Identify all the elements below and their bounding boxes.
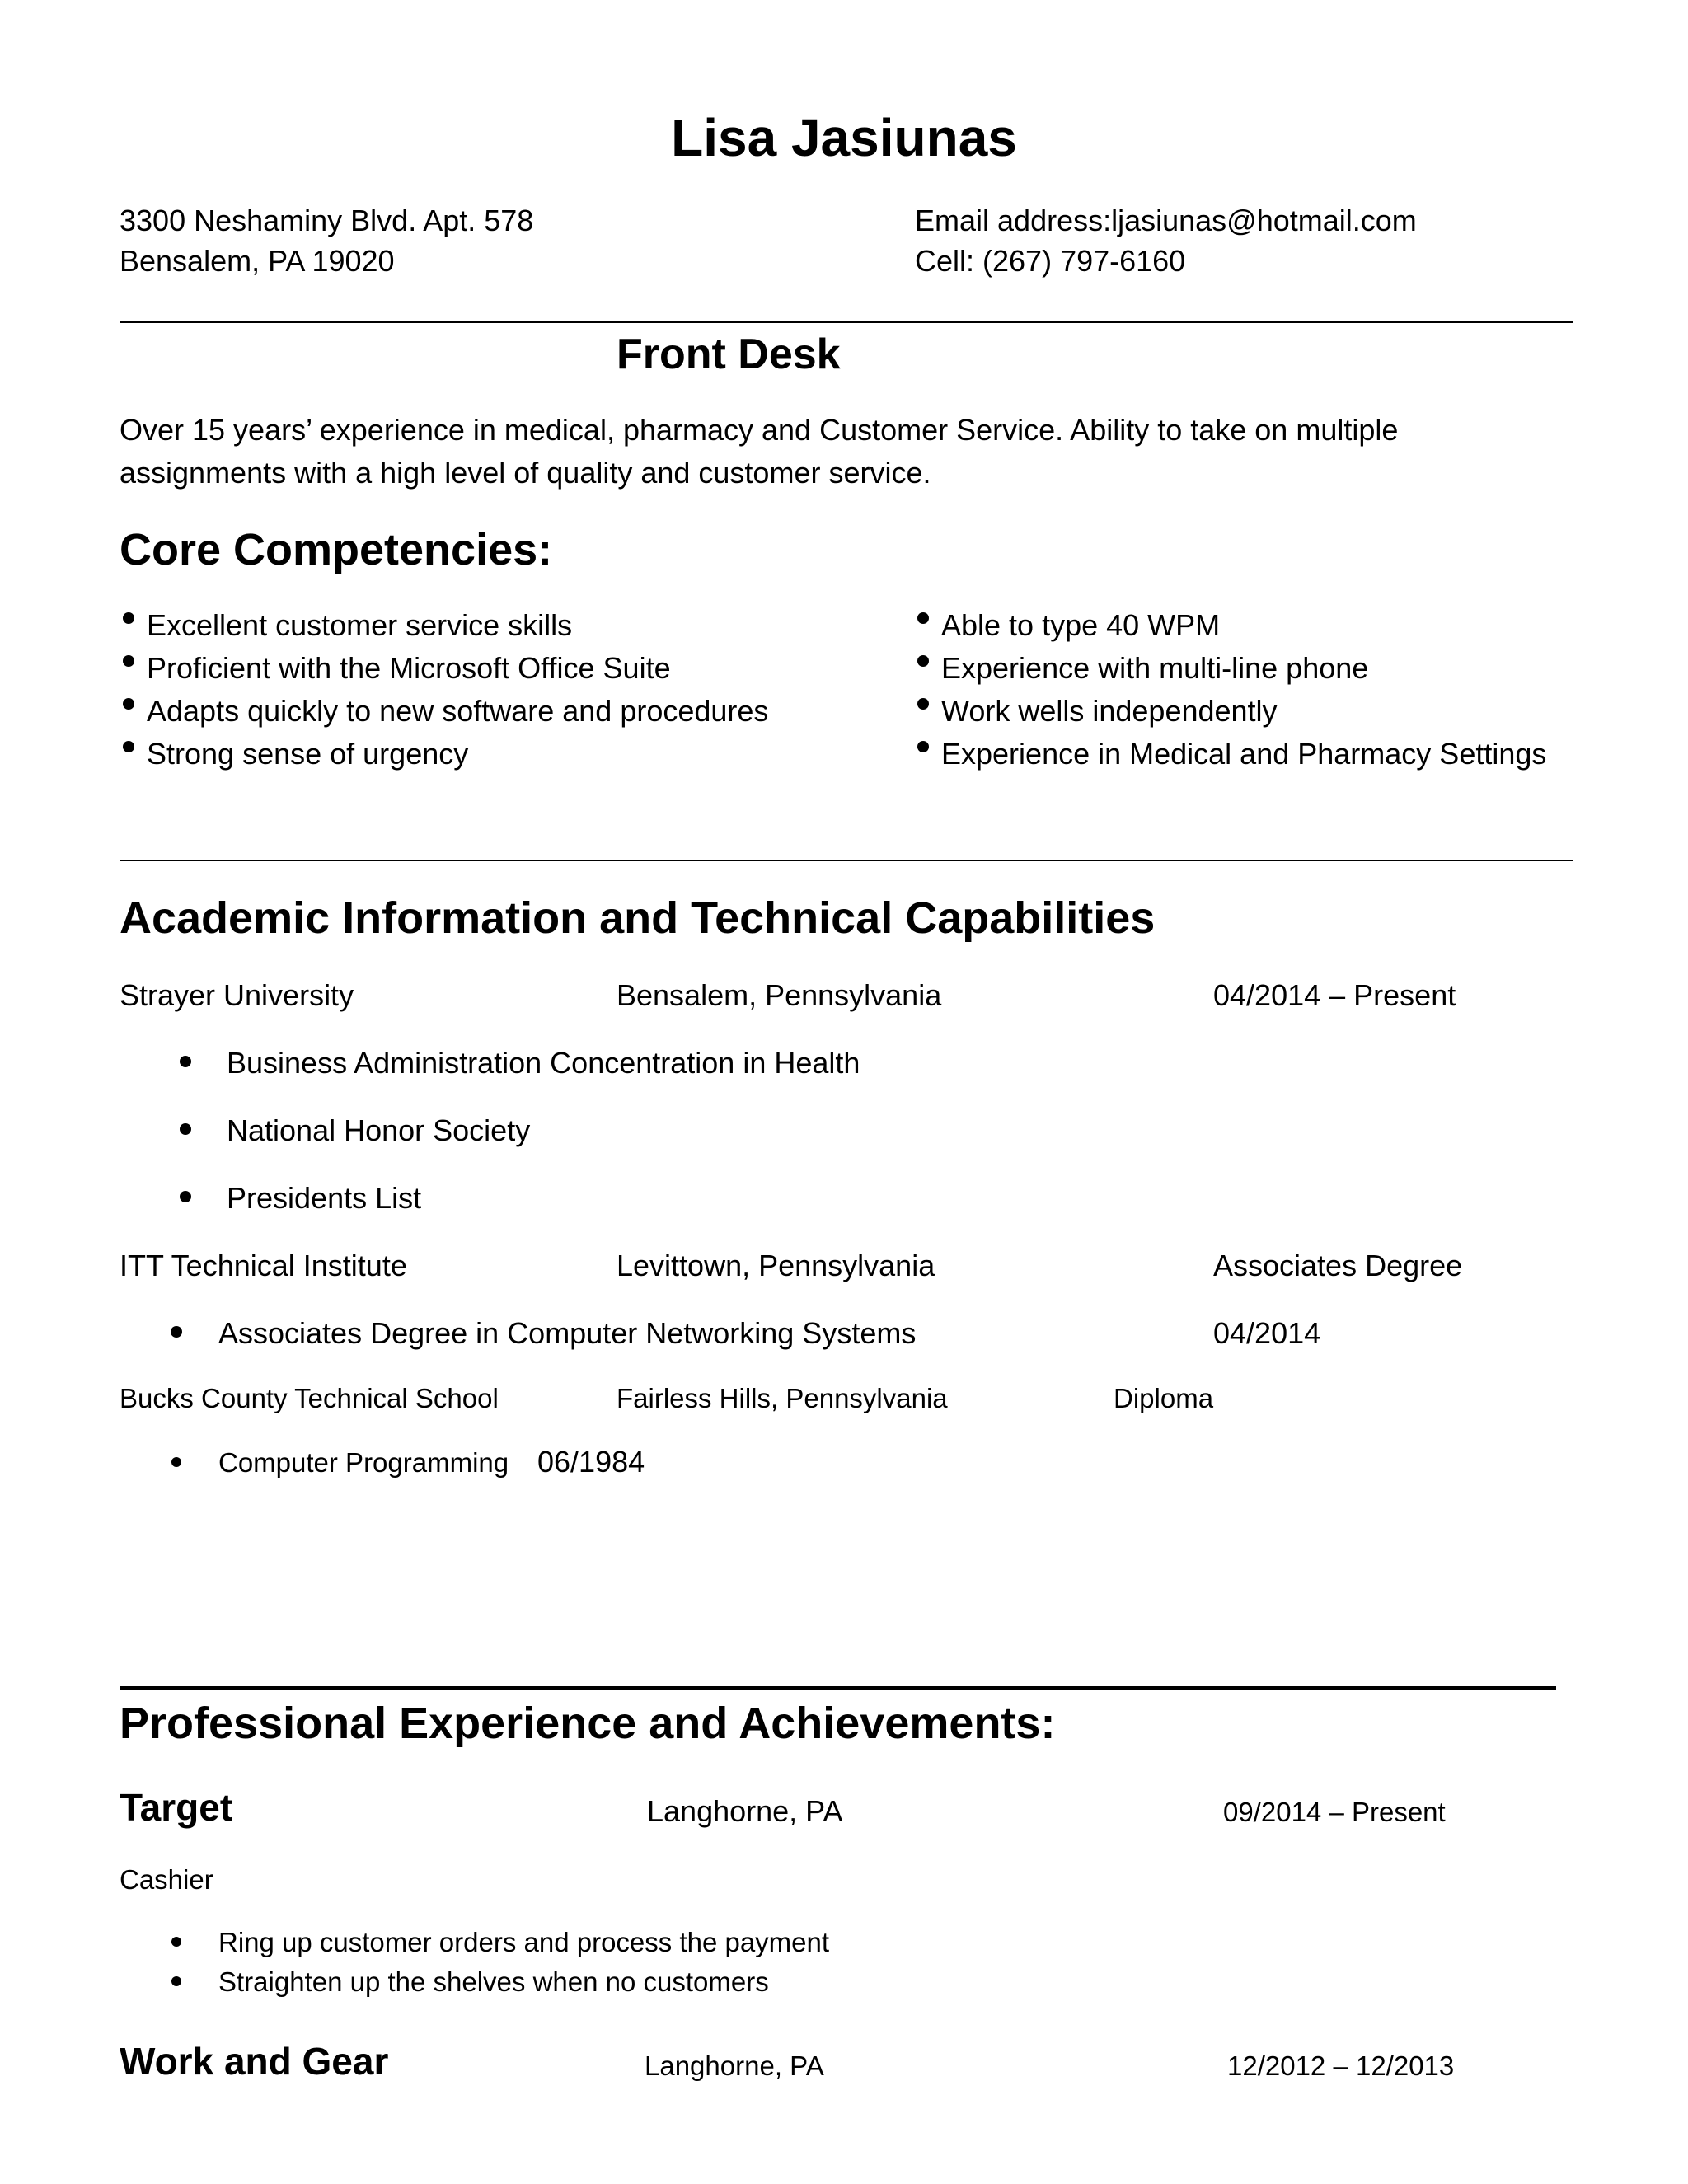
job-duty: Ring up customer orders and process the payment	[218, 1927, 830, 1957]
school-date: Diploma	[1114, 1383, 1214, 1413]
bullet-icon	[180, 1123, 191, 1135]
school-name: ITT Technical Institute	[120, 1249, 407, 1282]
summary-line-1: Over 15 years’ experience in medical, pharmacy and Customer Service. Ability to take on multiple	[120, 413, 1399, 447]
school-item: Computer Programming	[218, 1447, 509, 1478]
bullet-icon	[123, 612, 134, 624]
objective-title: Front Desk	[617, 330, 841, 378]
address-line-2: Bensalem, PA 19020	[120, 244, 395, 278]
job-location: Langhorne, PA	[645, 2050, 824, 2081]
school-date: Associates Degree	[1213, 1249, 1463, 1282]
competency-item: Adapts quickly to new software and procedures	[147, 694, 769, 728]
school-location: Bensalem, Pennsylvania	[617, 978, 942, 1012]
school-location: Fairless Hills, Pennsylvania	[617, 1383, 948, 1413]
candidate-name: Lisa Jasiunas	[671, 108, 1017, 167]
bullet-icon	[171, 1976, 181, 1986]
bullet-icon	[917, 612, 929, 624]
school-item: Presidents List	[227, 1181, 422, 1215]
school-date: 04/2014 – Present	[1213, 978, 1456, 1012]
competency-item: Excellent customer service skills	[147, 608, 573, 642]
bullet-icon	[123, 741, 134, 752]
bullet-icon	[917, 698, 929, 710]
divider-top	[120, 321, 1573, 323]
school-item: National Honor Society	[227, 1113, 531, 1147]
school-item: Business Administration Concentration in Health	[227, 1046, 860, 1080]
competency-item: Experience in Medical and Pharmacy Settings	[941, 737, 1547, 771]
school-name: Bucks County Technical School	[120, 1383, 499, 1413]
email-address: Email address:ljasiunas@hotmail.com	[915, 204, 1417, 237]
bullet-icon	[917, 655, 929, 667]
competency-item: Experience with multi-line phone	[941, 651, 1369, 685]
job-location: Langhorne, PA	[647, 1794, 843, 1828]
job-company: Target	[120, 1786, 233, 1829]
job-role: Cashier	[120, 1864, 213, 1895]
summary-line-2: assignments with a high level of quality and customer service.	[120, 456, 931, 490]
school-item-date: 04/2014	[1213, 1316, 1321, 1350]
address-line-1: 3300 Neshaminy Blvd. Apt. 578	[120, 204, 534, 237]
cell-phone: Cell: (267) 797-6160	[915, 244, 1186, 278]
bullet-icon	[123, 698, 134, 710]
school-item-date: 06/1984	[537, 1445, 645, 1479]
competencies-heading: Core Competencies:	[120, 525, 553, 574]
divider-middle	[120, 860, 1573, 861]
divider-bottom	[120, 1686, 1556, 1690]
competency-item: Strong sense of urgency	[147, 737, 469, 771]
school-item: Associates Degree in Computer Networking Systems	[218, 1316, 917, 1350]
job-company: Work and Gear	[120, 2040, 389, 2083]
bullet-icon	[171, 1326, 182, 1338]
competency-item: Proficient with the Microsoft Office Suite	[147, 651, 671, 685]
job-dates: 12/2012 – 12/2013	[1227, 2050, 1455, 2081]
school-location: Levittown, Pennsylvania	[617, 1249, 935, 1282]
experience-heading: Professional Experience and Achievements:	[120, 1699, 1056, 1748]
school-name: Strayer University	[120, 978, 354, 1012]
competency-item: Work wells independently	[941, 694, 1278, 728]
bullet-icon	[171, 1937, 181, 1947]
job-dates: 09/2014 – Present	[1223, 1797, 1446, 1827]
bullet-icon	[123, 655, 134, 667]
bullet-icon	[180, 1056, 191, 1067]
bullet-icon	[180, 1191, 191, 1202]
job-duty: Straighten up the shelves when no customers	[218, 1966, 769, 1997]
bullet-icon	[171, 1457, 181, 1467]
bullet-icon	[917, 741, 929, 752]
academic-heading: Academic Information and Technical Capabilities	[120, 893, 1156, 943]
competency-item: Able to type 40 WPM	[941, 608, 1221, 642]
